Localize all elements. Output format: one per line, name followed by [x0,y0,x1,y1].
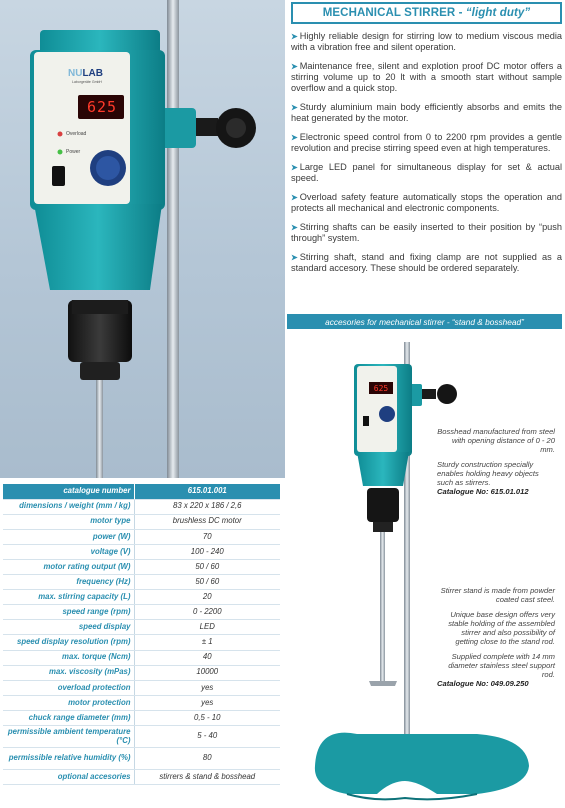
feature-item [291,61,562,94]
feature-text: Overload safety feature automatically stops the operation and protects all mechanical and electronic components. [291,192,562,213]
section-header [291,2,562,24]
spec-value: 0 - 2200 [134,605,280,620]
table-row [3,665,280,680]
feature-item [291,31,562,53]
feature-item [291,162,562,184]
table-row [3,635,280,650]
spec-label: dimensions / weight (mm / kg) [3,499,134,514]
spec-label: motor type [3,514,134,529]
feature-text: Electronic speed control from 0 to 2200 rpm provides a gentle revolution and precise stirring speed even at high temperatures. [291,132,562,153]
stand-description [437,586,555,694]
page-title [323,7,531,19]
bosshead-text-2: Sturdy construction specially enables holding heavy objects such as stirrers. [437,460,539,487]
spec-label: motor protection [3,695,134,710]
bullet-arrow-icon: ➤ [291,62,298,71]
spec-label: max. stirring capacity (L) [3,590,134,605]
product-photo [0,0,285,478]
feature-item [291,102,562,124]
device-display: 625 [86,98,118,116]
stirrer-with-stand-illustration [287,336,562,806]
stand-text-1: Stirrer stand is made from powder coated cast steel. [440,586,555,604]
table-row [3,484,280,499]
feature-text: Stirring shaft, stand and fixing clamp are not supplied as a standard accesory. These should be ordered separately. [291,252,562,273]
bullet-arrow-icon: ➤ [291,32,298,41]
spec-label: speed display [3,620,134,635]
table-row [3,710,280,725]
spec-label: voltage (V) [3,544,134,559]
accessories-header: accesories for mechanical stirrer - “stand & bosshead” [287,314,562,329]
spec-value: 83 x 220 x 186 / 2,6 [134,499,280,514]
title-sub: “light duty” [465,7,531,19]
spec-value: 100 - 240 [134,544,280,559]
spec-label: permissible relative humidity (%) [3,748,134,770]
spec-label: catalogue number [3,484,134,499]
spec-value: stirrers & stand & bosshead [134,770,280,785]
spec-value: 50 / 60 [134,559,280,574]
spec-value: yes [134,695,280,710]
spec-value: LED [134,620,280,635]
spec-label: max. viscosity (mPas) [3,665,134,680]
feature-text: Large LED panel for simultaneous display for set & actual speed. [291,162,562,183]
spec-value: 615.01.001 [134,484,280,499]
device-brand-sub: Laborgeräte GmbH [72,80,102,84]
accessories-photo [287,336,562,806]
spec-value: 70 [134,529,280,544]
overload-label: Overload [66,131,87,137]
bullet-arrow-icon: ➤ [291,253,298,262]
spec-value: 5 - 40 [134,726,280,748]
brand-name: LAB [82,68,104,79]
table-row [3,605,280,620]
device-brand [68,68,103,79]
spec-value: ± 1 [134,635,280,650]
feature-text: Sturdy aluminium main body efficiently absorbs and emits the heat generated by the motor. [291,102,562,123]
bullet-arrow-icon: ➤ [291,193,298,202]
bullet-arrow-icon: ➤ [291,133,298,142]
bullet-arrow-icon: ➤ [291,163,298,172]
table-row [3,748,280,770]
feature-text: Stirring shafts can be easily inserted to their position by “push through” system. [291,222,562,243]
spec-value: 10000 [134,665,280,680]
feature-item [291,252,562,274]
table-row [3,559,280,574]
stand-catalogue-number: Catalogue No: 049.09.250 [437,679,529,688]
title-main: MECHANICAL STIRRER - [322,7,466,19]
spec-value: 0,5 - 10 [134,710,280,725]
feature-text: Highly reliable design for stirring low to medium viscous media with a vibration free and silent operation. [291,31,562,52]
stand-text-3: Supplied complete with 14 mm diameter stainless steel support rod. [448,652,555,679]
spec-label: permissible ambient temperature (°C) [3,726,134,748]
spec-label: overload protection [3,680,134,695]
table-row [3,544,280,559]
brand-prefix: NU [68,68,83,79]
spec-value: 40 [134,650,280,665]
spec-value: 20 [134,590,280,605]
spec-value: yes [134,680,280,695]
spec-value: 50 / 60 [134,575,280,590]
bosshead-description [437,427,555,502]
table-row [3,529,280,544]
svg-text:625: 625 [373,384,389,393]
spec-value: 80 [134,748,280,770]
spec-label: chuck range diameter (mm) [3,710,134,725]
table-row [3,575,280,590]
feature-item [291,132,562,154]
stand-text-2: Unique base design offers very stable holding of the assembled stirrer and also possibility of getting close to the stand rod. [448,610,555,646]
power-label: Power [66,149,81,155]
spec-label: max. torque (Ncm) [3,650,134,665]
specification-table [3,484,280,785]
bosshead-catalogue [437,487,555,496]
table-row [3,499,280,514]
stand-catalogue [437,679,555,688]
table-row [3,680,280,695]
spec-value: brushless DC motor [134,514,280,529]
spec-label: speed display resolution (rpm) [3,635,134,650]
stirrer-illustration [0,0,285,478]
bosshead-text-1: Bosshead manufactured from steel with opening distance of 0 - 20 mm. [437,427,555,454]
table-row [3,770,280,785]
spec-label: optional accesories [3,770,134,785]
spec-label: frequency (Hz) [3,575,134,590]
table-row [3,695,280,710]
table-row [3,726,280,748]
table-row [3,650,280,665]
bosshead-catalogue-number: Catalogue No: 615.01.012 [437,487,529,496]
bullet-arrow-icon: ➤ [291,103,298,112]
bullet-arrow-icon: ➤ [291,223,298,232]
feature-item [291,192,562,214]
spec-label: speed range (rpm) [3,605,134,620]
feature-text: Maintenance free, silent and explotion proof DC motor offers a stirring volume up to 20 lt with a smooth start without sample overflow and a quick stop. [291,61,562,93]
table-row [3,620,280,635]
feature-item [291,222,562,244]
spec-label: power (W) [3,529,134,544]
feature-list [291,31,562,282]
table-row [3,590,280,605]
table-row [3,514,280,529]
spec-label: motor rating output (W) [3,559,134,574]
